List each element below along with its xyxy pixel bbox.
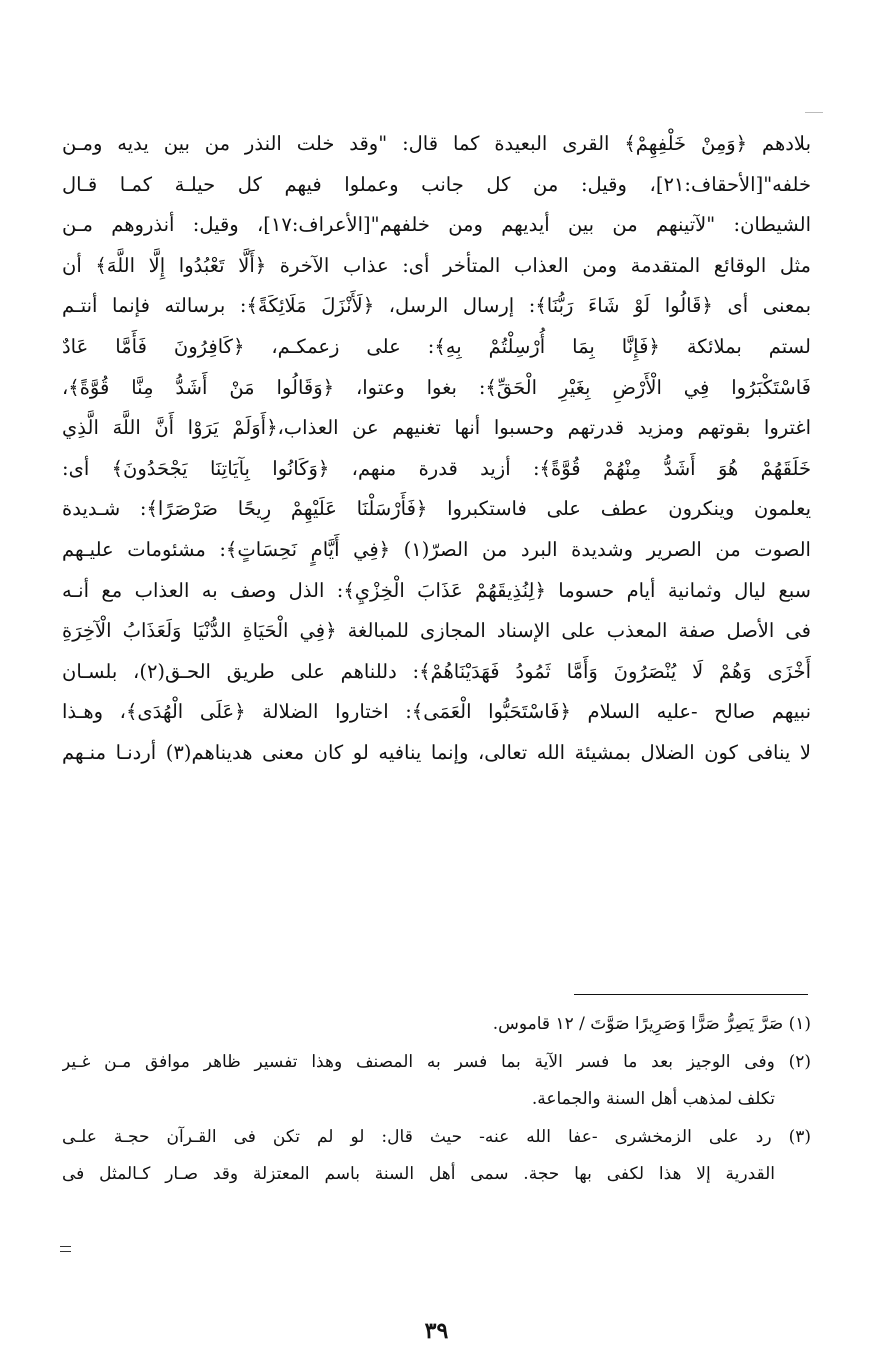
body-line: الصوت من الصرير وشديدة البرد من الصرّ(١) ﴿فِي أَيَّامٍ نَحِسَاتٍ﴾: مشئومات عليـهم bbox=[62, 537, 811, 561]
body-line: لستم بملائكة ﴿فَإِنَّا بِمَا أُرْسِلْتُمْ بِهِ﴾: على زعمكـم، ﴿كَافِرُونَ فَأَمَّا عَادٌ bbox=[62, 334, 811, 358]
corner-mark bbox=[805, 112, 823, 121]
continuation-mark bbox=[60, 1246, 71, 1252]
body-line: مثل الوقائع المتقدمة ومن العذاب المتأخر أى: عذاب الآخرة ﴿أَلَّا تَعْبُدُوا إِلَّا اللَّهَ﴾ أن bbox=[62, 253, 811, 277]
footnote-3: (٣) رد على الزمخشرى -عفا الله عنه- حيث قال: لو لم تكن فى القـرآن حجـة علـى bbox=[62, 1126, 811, 1147]
body-line: خَلَقَهُمْ هُوَ أَشَدُّ مِنْهُمْ قُوَّةً﴾: أزيد قدرة منهم، ﴿وَكَانُوا بِآيَاتِنَا يَجْحَدُونَ﴾ أى: bbox=[62, 456, 811, 480]
page-number: ٣٩ bbox=[424, 1318, 449, 1344]
body-text bbox=[62, 124, 811, 774]
footnote-separator bbox=[574, 994, 808, 995]
footnote-1: (١) صَرَّ يَصِرُّ صَرًّا وَصَرِيرًا صَوَّتَ / ١٢ قاموس. bbox=[492, 1014, 811, 1034]
body-line: أَخْزَى وَهُمْ لَا يُنْصَرُونَ وَأَمَّا ثَمُودُ فَهَدَيْنَاهُمْ﴾: دللناهم على طريق الحـق(٢)، بلسـان bbox=[62, 659, 811, 683]
body-line: الشيطان: "لآتينهم من بين أيديهم ومن خلفهم"[الأعراف:١٧]، وقيل: أنذروهم مـن bbox=[62, 213, 811, 237]
footnote-2: (٢) وفى الوجيز بعد ما فسر الآية بما فسر به المصنف وهذا تفسير ظاهر موافق مـن غـير bbox=[62, 1051, 811, 1072]
body-line: خلفه"[الأحقاف:٢١]، وقيل: من كل جانب وعملوا فيهم كل حيلـة كمـا قـال bbox=[62, 172, 811, 196]
footnote-3-continuation: القدرية إلا هذا لكفى بها حجة. سمى أهل السنة باسم المعتزلة وقد صـار كـالمثل فى bbox=[62, 1164, 775, 1184]
body-line: نبيهم صالح -عليه السلام ﴿فَاسْتَحَبُّوا الْعَمَى﴾: اختاروا الضلالة ﴿عَلَى الْهُدَى﴾، وهـذا bbox=[62, 700, 811, 724]
body-line: فى الأصل صفة المعذب على الإسناد المجازى للمبالغة ﴿فِي الْحَيَاةِ الدُّنْيَا وَلَعَذَابُ الْآخِرَةِ bbox=[62, 619, 811, 643]
footnotes bbox=[62, 1006, 811, 1194]
body-line: سبع ليال وثمانية أيام حسوما ﴿لِنُذِيقَهُمْ عَذَابَ الْخِزْيِ﴾: الذل وصف به العذاب مع أنـه bbox=[62, 578, 811, 602]
body-line: اغتروا بقوتهم ومزيد قدرتهم وحسبوا أنها تغنيهم عن العذاب،﴿أَوَلَمْ يَرَوْا أَنَّ اللَّهَ الَّذِي bbox=[62, 416, 811, 440]
body-line: فَاسْتَكْبَرُوا فِي الْأَرْضِ بِغَيْرِ الْحَقِّ﴾: بغوا وعتوا، ﴿وَقَالُوا مَنْ أَشَدُّ مِنَّا قُوَّةً﴾، bbox=[62, 375, 811, 399]
body-line: بمعنى أى ﴿قَالُوا لَوْ شَاءَ رَبُّنَا﴾: إرسال الرسل، ﴿لَأَنْزَلَ مَلَائِكَةً﴾: برسالته فإنما أنتـم bbox=[62, 294, 811, 318]
body-line: بلادهم ﴿وَمِنْ خَلْفِهِمْ﴾ القرى البعيدة كما قال: "وقد خلت النذر من بين يديه ومـن bbox=[62, 132, 811, 155]
body-line: يعلمون وينكرون عطف على فاستكبروا ﴿فَأَرْسَلْنَا عَلَيْهِمْ رِيحًا صَرْصَرًا﴾: شـديدة bbox=[62, 497, 811, 521]
body-line: لا ينافى كون الضلال بمشيئة الله تعالى، وإنما ينافيه لو كان معنى هديناهم(٣) أردنـا منـهم bbox=[62, 740, 811, 764]
footnote-2-continuation: تكلف لمذهب أهل السنة والجماعة. bbox=[531, 1089, 775, 1109]
